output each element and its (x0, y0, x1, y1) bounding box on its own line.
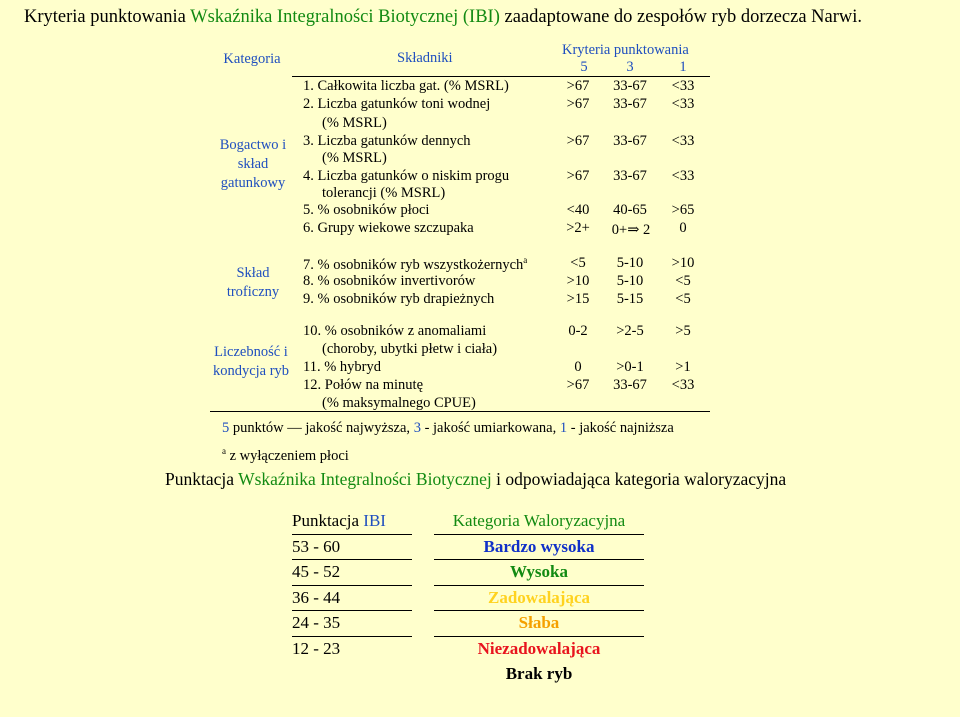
header-score-3: 3 (626, 59, 634, 75)
table-row: 11. % hybryd (303, 359, 381, 375)
criteria-table: Kategoria Składniki Kryteria punktowania 5 3 1 Bogactwo i skład gatunkowy Skład troficzny Liczebność i kondycja ryb 1. Całkowita liczba gat. (% MSRL) >67 33-67 <33 2. Liczba gatunków toni wodnej (% MSRL) >67 33-67 <33 3. Liczba gatunków dennych (% MSRL) >67 33-67 <33 4. Liczba gatunków o niskim progu tolerancji (% MSRL) >67 33-67 <33 5. % osobników płoci <40 40-65 >65 6. Grupy wiekowe szczupaka >2+ 0+⇒ 2 0 7. % osobników ryb wszystkożernych$^a$ <5 5-10 >10 8. % osobników invertivorów >10 5-10 <5 9. % osobników ryb drapieżnych >15 5-15 <5 10. % osobników z anomaliami (choroby, ubytki płetw i ciała) 0-2 >2-5 >5 11. % hybryd 0 >0-1 >1 12. Połów na minutę (% maksymalnego CPUE) >67 33-67 <33 (0, 0, 960, 420)
header-category: Kategoria (223, 51, 281, 67)
footnote: $^a$ z wyłączeniem płoci (222, 446, 349, 464)
score-legend: 5 punktów ― jakość najwyższa, 3 - jakość umiarkowana, 1 - jakość najniższa (222, 420, 674, 436)
header-criteria: Kryteria punktowania (562, 42, 689, 58)
scale-header-category: Kategoria Waloryzacyjna (452, 511, 626, 530)
table-row: 4. Liczba gatunków o niskim progu (303, 168, 510, 184)
table-row: 3. Liczba gatunków dennych (303, 133, 471, 149)
header-score-1: 1 (679, 59, 687, 75)
table-row: 8. % osobników invertivorów (303, 273, 476, 289)
table-row: 5. % osobników płoci (303, 202, 430, 218)
table-row: 9. % osobników ryb drapieżnych (303, 291, 495, 307)
table-row: 1. Całkowita liczba gat. (% MSRL) (303, 78, 509, 94)
scale-header-score: Punktacja IBI (292, 511, 386, 530)
bottom-rule (210, 411, 710, 412)
table-row: 12. Połów na minutę (303, 377, 424, 393)
table-row: 2. Liczba gatunków toni wodnej (303, 96, 491, 112)
category-label: Skład troficzny (226, 265, 280, 300)
category-label: Bogactwo i skład gatunkowy (219, 137, 287, 191)
scale-subtitle: Punktacja Wskaźnika Integralności Biotycznej i odpowiadająca kategoria waloryzacyjna (165, 469, 787, 489)
header-components: Składniki (397, 50, 453, 66)
table-row: 6. Grupy wiekowe szczupaka (303, 220, 474, 236)
category-label: Liczebność i kondycja ryb (212, 344, 290, 379)
header-rule (292, 76, 710, 77)
header-score-5: 5 (580, 59, 588, 75)
table-row: 7. % osobników ryb wszystkożernych$^a$ (303, 255, 528, 273)
page-title: Kryteria punktowania Wskaźnika Integralności Biotycznej (IBI) zaadaptowane do zespołów ryb dorzecza Narwi. (24, 7, 863, 27)
table-row: 10. % osobników z anomaliami (303, 323, 487, 339)
